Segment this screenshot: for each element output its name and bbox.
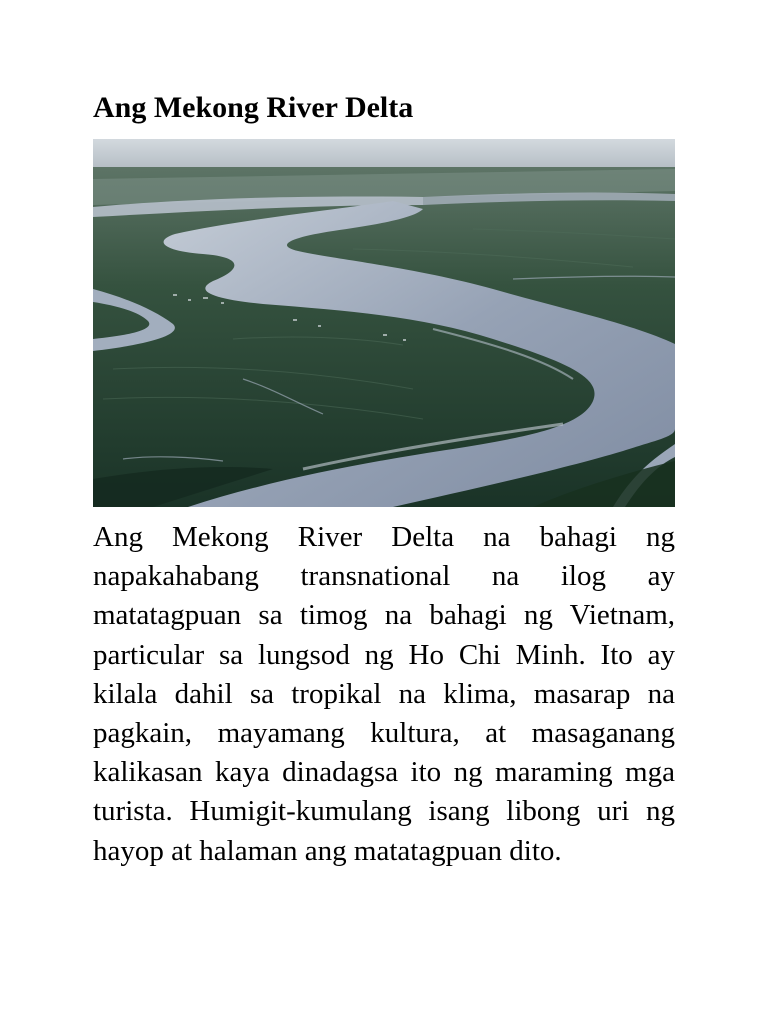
document-title: Ang Mekong River Delta [93, 91, 414, 124]
document-paragraph: Ang Mekong River Delta na bahagi ng napakahabang transnational na ilog ay matatagpuan sa timog na bahagi ng Vietnam, particular sa lungsod ng Ho Chi Minh. Ito ay kilala dahil sa tropikal na klima, masarap na pagkain, mayamang kultura, at masaganang kalikasan kaya dinadagsa ito ng maraming mga turista. Humigit-kumulang isang libong uri ng hayop at halaman ang matatagpuan dito. [93, 521, 675, 867]
mekong-delta-aerial-image [93, 139, 675, 507]
mekong-delta-photo [93, 139, 675, 507]
